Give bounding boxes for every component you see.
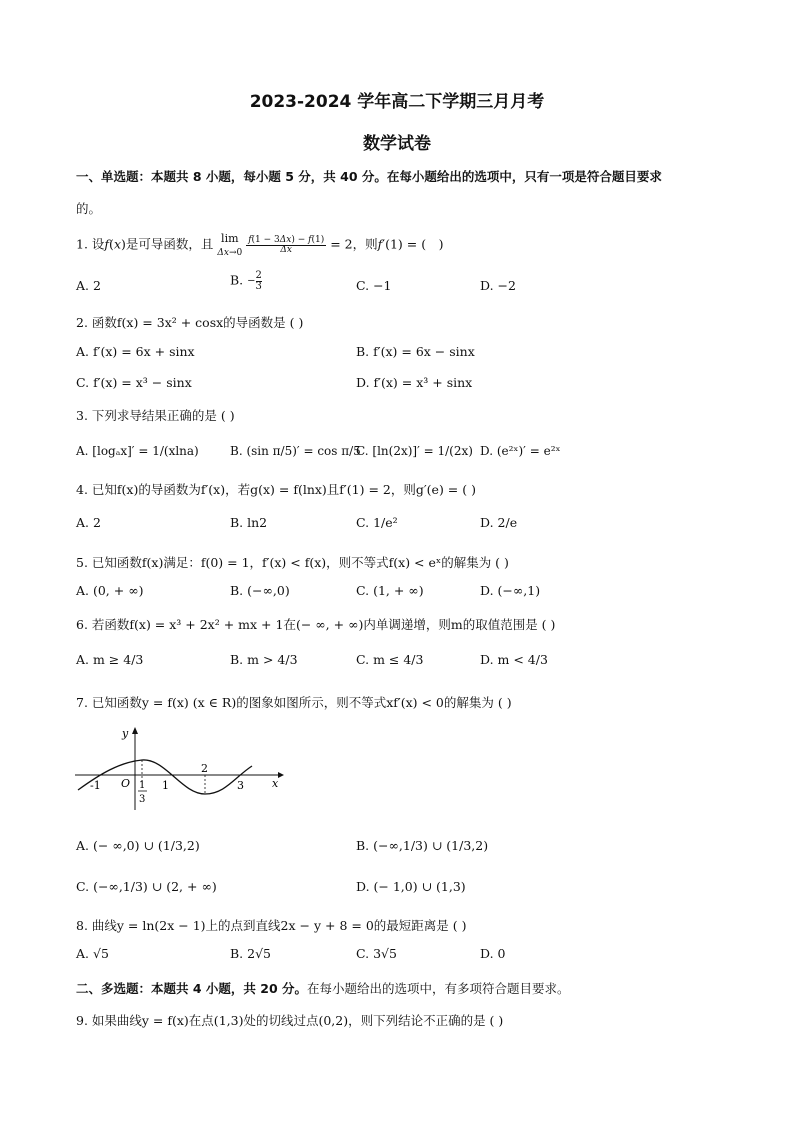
- q7-option-a: A. (− ∞,0) ∪ (1/3,2): [76, 838, 200, 853]
- page-subtitle: 数学试卷: [363, 134, 431, 154]
- x-axis-arrow: [278, 772, 284, 778]
- question-7: 7. 已知函数y = f(x) (x ∈ R)的图象如图所示，则不等式xf′(x) < 0的解集为 ( ): [76, 695, 512, 710]
- y-axis-arrow: [132, 727, 138, 734]
- q6-option-c: C. m ≤ 4/3: [356, 652, 424, 667]
- q7-function-graph: [70, 722, 290, 812]
- question-6: 6. 若函数f(x) = x³ + 2x² + mx + 1在(− ∞, + ∞)内单调递增，则m的取值范围是 ( ): [76, 617, 556, 632]
- question-2: 2. 函数f(x) = 3x² + cosx的导函数是 ( ): [76, 315, 304, 330]
- q1-option-c: C. −1: [356, 278, 392, 293]
- q5-option-b: B. (−∞,0): [230, 583, 290, 598]
- q4-option-c: C. 1/e²: [356, 515, 398, 530]
- section-1-label: 一、单选题：本题共 8 小题，每小题 5 分，共 40 分。: [76, 169, 387, 184]
- q4-option-b: B. ln2: [230, 515, 268, 530]
- q7-option-d: D. (− 1,0) ∪ (1,3): [356, 879, 466, 894]
- q2-option-d: D. f′(x) = x³ + sinx: [356, 375, 473, 390]
- q7-option-b: B. (−∞,1/3) ∪ (1/3,2): [356, 838, 489, 853]
- question-8: 8. 曲线y = ln(2x − 1)上的点到直线2x − y + 8 = 0的最短距离是 ( ): [76, 918, 467, 933]
- q2-option-a: A. f′(x) = 6x + sinx: [76, 344, 195, 359]
- q2-option-b: B. f′(x) = 6x − sinx: [356, 344, 475, 359]
- graph-label-third-num: 1: [139, 780, 146, 791]
- question-9: 9. 如果曲线y = f(x)在点(1,3)处的切线过点(0,2)，则下列结论不正确的是 ( ): [76, 1013, 504, 1028]
- q3-option-c: C. [ln(2x)]′ = 1/(2x): [356, 444, 473, 458]
- q1-option-a: A. 2: [76, 278, 101, 293]
- section-1-desc: 在每小题给出的选项中，只有一项是符合题目要求: [386, 169, 662, 184]
- graph-label-third-den: 3: [139, 794, 146, 805]
- graph-label-two: 2: [201, 762, 208, 775]
- q8-option-d: D. 0: [480, 946, 506, 961]
- q1-option-b: B. −2 3: [230, 270, 262, 292]
- q8-option-c: C. 3√5: [356, 946, 397, 961]
- question-5: 5. 已知函数f(x)满足：f(0) = 1，f′(x) < f(x)，则不等式f(x) < eˣ的解集为 ( ): [76, 555, 509, 570]
- q8-option-b: B. 2√5: [230, 946, 272, 961]
- section-1-desc-2: 的。: [76, 201, 102, 216]
- section-1-header: [76, 167, 662, 185]
- section-2-label: 二、多选题：本题共 4 小题，共 20 分。: [76, 981, 308, 996]
- q8-option-a: A. √5: [76, 946, 109, 961]
- q5-option-c: C. (1, + ∞): [356, 583, 424, 598]
- graph-label-origin: O: [121, 777, 131, 790]
- q5-option-a: A. (0, + ∞): [76, 583, 144, 598]
- q3-option-a: A. [logₐx]′ = 1/(xlna): [76, 444, 199, 458]
- graph-label-y: y: [122, 727, 129, 740]
- graph-label-three: 3: [237, 779, 244, 792]
- q4-option-a: A. 2: [76, 515, 101, 530]
- q6-option-d: D. m < 4/3: [480, 652, 548, 667]
- question-4: 4. 已知f(x)的导函数为f′(x)，若g(x) = f(lnx)且f′(1) = 2，则g′(e) = ( ): [76, 482, 476, 497]
- q3-option-b: B. (sin π/5)′ = cos π/5: [230, 444, 361, 458]
- q7-option-c: C. (−∞,1/3) ∪ (2, + ∞): [76, 879, 217, 894]
- question-3: 3. 下列求导结果正确的是 ( ): [76, 408, 235, 423]
- q4-option-d: D. 2/e: [480, 515, 518, 530]
- section-2-desc: 在每小题给出的选项中，有多项符合题目要求。: [307, 981, 570, 996]
- question-1: 1. 设f(x)是可导函数，且 lim $\Delta x\to 0 \frac{f(1 - 3\Delta x) - f(1)}{\Delta x} = 2$，则f′(1) = ( ): [76, 232, 444, 258]
- q6-option-b: B. m > 4/3: [230, 652, 298, 667]
- graph-label-one: 1: [162, 779, 169, 792]
- graph-label-minus-one: -1: [90, 779, 101, 792]
- page-title: 2023-2024 学年高二下学期三月月考: [249, 92, 545, 112]
- q5-option-d: D. (−∞,1): [480, 583, 541, 598]
- q3-option-d: D. (e²ˣ)′ = e²ˣ: [480, 444, 561, 458]
- q1-option-d: D. −2: [480, 278, 516, 293]
- graph-label-x: x: [272, 777, 279, 790]
- q2-option-c: C. f′(x) = x³ − sinx: [76, 375, 192, 390]
- section-2-header: [76, 979, 570, 997]
- q6-option-a: A. m ≥ 4/3: [76, 652, 144, 667]
